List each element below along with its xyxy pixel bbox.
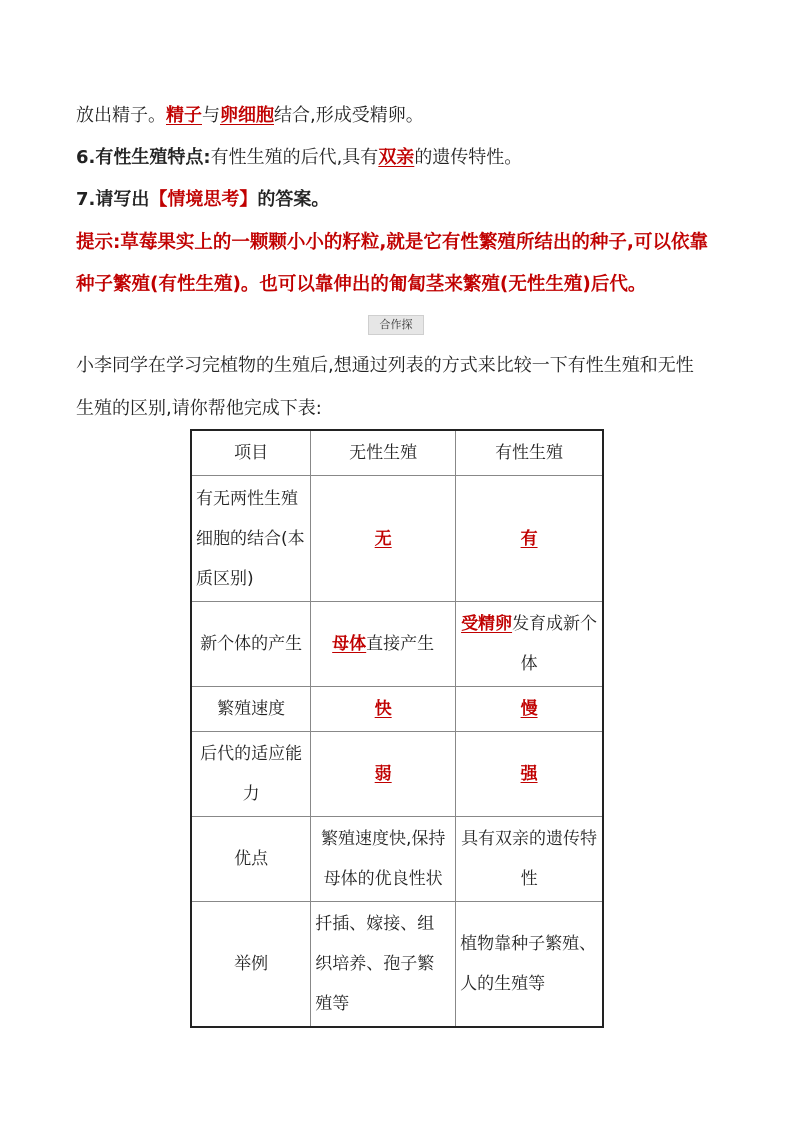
item-number: 6. bbox=[76, 147, 96, 168]
answer: 受精卵 bbox=[461, 614, 513, 634]
tip-line-2: 种子繁殖(有性生殖)。也可以靠伸出的匍匐茎来繁殖(无性生殖)后代。 bbox=[76, 274, 647, 295]
item-heading: 请写出 bbox=[95, 189, 150, 210]
item-heading: 有性生殖特点: bbox=[95, 147, 211, 168]
header-cell: 项目 bbox=[191, 430, 311, 476]
cell: 具有双亲的遗传特性 bbox=[456, 817, 603, 902]
row-label: 繁殖速度 bbox=[191, 687, 311, 732]
row-label: 有无两性生殖细胞的结合(本质区别) bbox=[191, 476, 311, 602]
intro-line-2: 生殖的区别,请你帮他完成下表: bbox=[76, 398, 322, 419]
answer: 快 bbox=[374, 699, 392, 719]
row-label: 举例 bbox=[191, 902, 311, 1028]
table-row bbox=[191, 902, 603, 1028]
line-sexual-feature bbox=[76, 146, 522, 170]
cell bbox=[456, 732, 603, 817]
table-row bbox=[191, 687, 603, 732]
comparison-table bbox=[190, 429, 604, 1028]
row-label: 后代的适应能力 bbox=[191, 732, 311, 817]
intro-line-1: 小李同学在学习完植物的生殖后,想通过列表的方式来比较一下有性生殖和无性 bbox=[76, 355, 694, 376]
cell bbox=[456, 687, 603, 732]
row-label: 新个体的产生 bbox=[191, 602, 311, 687]
answer-sperm: 精子 bbox=[166, 105, 202, 126]
tip-line-1: 提示:草莓果实上的一颗颗小小的籽粒,就是它有性繁殖所结出的种子,可以依靠 bbox=[76, 232, 708, 253]
text: 的答案。 bbox=[257, 189, 330, 210]
table-row bbox=[191, 817, 603, 902]
header-cell: 有性生殖 bbox=[456, 430, 603, 476]
cell bbox=[311, 732, 456, 817]
answer-parents: 双亲 bbox=[378, 147, 415, 168]
answer: 弱 bbox=[374, 764, 392, 784]
cell: 繁殖速度快,保持母体的优良性状 bbox=[311, 817, 456, 902]
header-cell: 无性生殖 bbox=[311, 430, 456, 476]
answer: 慢 bbox=[520, 699, 538, 719]
answer: 母体 bbox=[332, 634, 367, 654]
answer: 有 bbox=[520, 528, 538, 549]
row-label: 优点 bbox=[191, 817, 311, 902]
table-row bbox=[191, 476, 603, 602]
bracket-title: 【情境思考】 bbox=[149, 189, 258, 210]
text: 结合,形成受精卵。 bbox=[274, 105, 424, 126]
table-row bbox=[191, 732, 603, 817]
text: 直接产生 bbox=[366, 634, 435, 654]
table-row bbox=[191, 602, 603, 687]
answer: 无 bbox=[374, 528, 392, 549]
text: 有性生殖的后代,具有 bbox=[210, 147, 379, 168]
cell: 扦插、嫁接、组织培养、孢子繁殖等 bbox=[311, 902, 456, 1028]
line-fertilization bbox=[76, 104, 424, 128]
cell bbox=[311, 687, 456, 732]
cell: 植物靠种子繁殖、人的生殖等 bbox=[456, 902, 603, 1028]
item-number: 7. bbox=[76, 189, 96, 210]
cell bbox=[456, 602, 603, 687]
answer: 强 bbox=[520, 764, 538, 784]
text: 发育成新个体 bbox=[512, 614, 598, 674]
section-badge: 合作探 bbox=[368, 315, 424, 335]
table-header-row bbox=[191, 430, 603, 476]
answer-egg: 卵细胞 bbox=[220, 105, 274, 126]
text: 的遗传特性。 bbox=[414, 147, 523, 168]
line-question-7 bbox=[76, 188, 329, 212]
text: 放出精子。 bbox=[76, 105, 166, 126]
cell bbox=[311, 476, 456, 602]
text: 与 bbox=[202, 105, 220, 126]
cell bbox=[311, 602, 456, 687]
cell bbox=[456, 476, 603, 602]
